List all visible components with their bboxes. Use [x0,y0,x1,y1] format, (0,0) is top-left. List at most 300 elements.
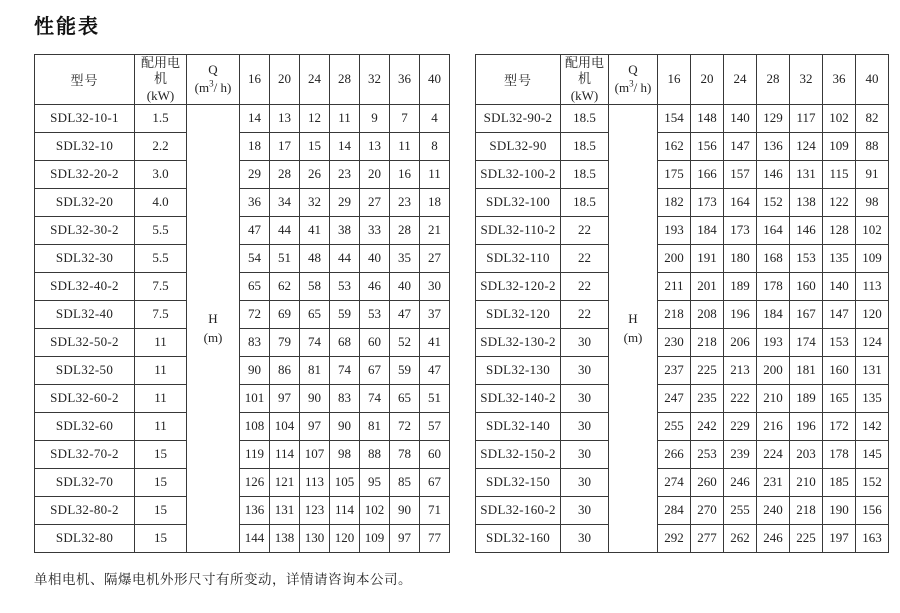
head-value-cell: 210 [790,468,823,496]
head-value-cell: 120 [330,524,360,552]
head-value-cell: 20 [360,160,390,188]
head-value-cell: 148 [691,104,724,132]
head-value-cell: 206 [724,328,757,356]
head-value-cell: 16 [390,160,420,188]
motor-kw-cell: 18.5 [561,104,609,132]
head-value-cell: 255 [658,412,691,440]
head-value-cell: 284 [658,496,691,524]
model-cell: SDL32-110 [476,244,561,272]
model-cell: SDL32-150 [476,468,561,496]
head-value-cell: 131 [270,496,300,524]
col-header-flow-16: 16 [658,55,691,105]
head-value-cell: 184 [757,300,790,328]
head-value-cell: 146 [757,160,790,188]
col-header-flow-36: 36 [390,55,420,105]
footer-note: 单相电机、隔爆电机外形尺寸有所变动，详情请咨询本公司。 [34,571,412,587]
head-value-cell: 62 [270,272,300,300]
col-header-motor: 配用电机 (kW) [135,55,187,105]
head-value-cell: 9 [360,104,390,132]
head-value-cell: 147 [724,132,757,160]
head-value-cell: 138 [270,524,300,552]
head-value-cell: 218 [691,328,724,356]
head-value-cell: 86 [270,356,300,384]
head-value-cell: 21 [420,216,450,244]
model-cell: SDL32-110-2 [476,216,561,244]
head-value-cell: 58 [300,272,330,300]
head-value-cell: 266 [658,440,691,468]
header-row [35,55,450,105]
head-value-cell: 90 [300,384,330,412]
head-value-cell: 168 [757,244,790,272]
head-value-cell: 270 [691,496,724,524]
head-value-cell: 67 [420,468,450,496]
table-row [476,216,889,244]
head-value-cell: 67 [360,356,390,384]
head-value-cell: 154 [658,104,691,132]
head-value-cell: 51 [420,384,450,412]
table-row [35,496,450,524]
head-value-cell: 146 [790,216,823,244]
table-row [35,272,450,300]
head-value-cell: 172 [823,412,856,440]
head-value-cell: 157 [724,160,757,188]
table-row [476,328,889,356]
head-value-cell: 182 [658,188,691,216]
head-value-cell: 181 [790,356,823,384]
head-value-cell: 15 [300,132,330,160]
head-value-cell: 231 [757,468,790,496]
head-value-cell: 230 [658,328,691,356]
table-row [35,244,450,272]
table-row [476,160,889,188]
head-value-cell: 240 [757,496,790,524]
head-value-cell: 98 [856,188,889,216]
head-value-cell: 178 [757,272,790,300]
table-row [476,440,889,468]
model-cell: SDL32-60 [35,412,135,440]
head-value-cell: 130 [300,524,330,552]
head-value-cell: 83 [240,328,270,356]
model-cell: SDL32-150-2 [476,440,561,468]
head-value-cell: 167 [790,300,823,328]
head-value-cell: 13 [270,104,300,132]
head-value-cell: 40 [390,272,420,300]
head-value-cell: 47 [420,356,450,384]
head-value-cell: 8 [420,132,450,160]
table-row [35,104,450,132]
head-value-cell: 117 [790,104,823,132]
head-value-cell: 44 [330,244,360,272]
head-value-cell: 277 [691,524,724,552]
col-header-flow-q: Q ($m^3/$ h) [187,55,240,105]
motor-kw-cell: 30 [561,440,609,468]
head-value-cell: 98 [330,440,360,468]
head-value-cell: 165 [823,384,856,412]
head-value-cell: 102 [823,104,856,132]
head-value-cell: 88 [360,440,390,468]
head-value-cell: 113 [300,468,330,496]
motor-kw-cell: 11 [135,384,187,412]
model-cell: SDL32-40-2 [35,272,135,300]
head-value-cell: 72 [240,300,270,328]
head-value-cell: 51 [270,244,300,272]
table-row [35,440,450,468]
head-value-cell: 23 [390,188,420,216]
head-value-cell: 29 [330,188,360,216]
head-value-cell: 32 [300,188,330,216]
page-title: 性能表 [34,16,100,38]
head-value-cell: 74 [300,328,330,356]
performance-tables [34,54,900,553]
head-value-cell: 260 [691,468,724,496]
motor-kw-cell: 5.5 [135,244,187,272]
head-value-cell: 13 [360,132,390,160]
head-value-cell: 175 [658,160,691,188]
model-cell: SDL32-30-2 [35,216,135,244]
head-value-cell: 180 [724,244,757,272]
head-value-cell: 193 [757,328,790,356]
table-row [476,188,889,216]
head-value-cell: 247 [658,384,691,412]
head-value-cell: 59 [330,300,360,328]
head-value-cell: 23 [330,160,360,188]
head-value-cell: 274 [658,468,691,496]
motor-kw-cell: 30 [561,468,609,496]
table-row [35,328,450,356]
head-value-cell: 115 [823,160,856,188]
col-header-motor: 配用电机 (kW) [561,55,609,105]
head-value-cell: 48 [300,244,330,272]
head-value-cell: 174 [790,328,823,356]
model-cell: SDL32-130-2 [476,328,561,356]
motor-kw-cell: 7.5 [135,300,187,328]
model-cell: SDL32-120-2 [476,272,561,300]
head-value-cell: 90 [330,412,360,440]
head-value-cell: 196 [790,412,823,440]
head-value-cell: 40 [360,244,390,272]
head-value-cell: 193 [658,216,691,244]
motor-kw-cell: 1.5 [135,104,187,132]
head-value-cell: 197 [823,524,856,552]
motor-kw-cell: 2.2 [135,132,187,160]
head-value-cell: 11 [420,160,450,188]
head-value-cell: 29 [240,160,270,188]
head-value-cell: 88 [856,132,889,160]
motor-kw-cell: 11 [135,328,187,356]
motor-kw-cell: 7.5 [135,272,187,300]
motor-kw-cell: 30 [561,496,609,524]
table-row [476,244,889,272]
col-header-flow-24: 24 [724,55,757,105]
head-value-cell: 152 [856,468,889,496]
model-cell: SDL32-70 [35,468,135,496]
head-value-cell: 218 [790,496,823,524]
head-value-cell: 60 [360,328,390,356]
model-cell: SDL32-100-2 [476,160,561,188]
head-value-cell: 239 [724,440,757,468]
head-value-cell: 47 [240,216,270,244]
head-value-cell: 160 [790,272,823,300]
head-value-cell: 255 [724,496,757,524]
motor-kw-cell: 30 [561,412,609,440]
head-value-cell: 153 [790,244,823,272]
head-value-cell: 200 [757,356,790,384]
motor-kw-cell: 22 [561,216,609,244]
model-cell: SDL32-160-2 [476,496,561,524]
motor-kw-cell: 11 [135,356,187,384]
head-value-cell: 225 [691,356,724,384]
head-value-cell: 37 [420,300,450,328]
head-unit-cell: H (m) [609,104,658,552]
head-value-cell: 211 [658,272,691,300]
motor-kw-cell: 22 [561,244,609,272]
head-value-cell: 147 [823,300,856,328]
motor-kw-cell: 22 [561,272,609,300]
head-value-cell: 105 [330,468,360,496]
head-value-cell: 41 [300,216,330,244]
head-value-cell: 36 [240,188,270,216]
head-value-cell: 124 [856,328,889,356]
head-value-cell: 136 [240,496,270,524]
model-cell: SDL32-10-1 [35,104,135,132]
head-value-cell: 216 [757,412,790,440]
head-value-cell: 128 [823,216,856,244]
table-row [35,356,450,384]
head-value-cell: 184 [691,216,724,244]
head-value-cell: 162 [658,132,691,160]
model-cell: SDL32-140-2 [476,384,561,412]
head-value-cell: 126 [240,468,270,496]
head-value-cell: 114 [330,496,360,524]
head-value-cell: 124 [790,132,823,160]
motor-kw-cell: 4.0 [135,188,187,216]
head-value-cell: 35 [390,244,420,272]
head-value-cell: 253 [691,440,724,468]
model-cell: SDL32-80-2 [35,496,135,524]
col-header-flow-20: 20 [691,55,724,105]
head-value-cell: 123 [300,496,330,524]
head-value-cell: 144 [240,524,270,552]
head-value-cell: 201 [691,272,724,300]
head-value-cell: 102 [360,496,390,524]
head-value-cell: 164 [757,216,790,244]
head-value-cell: 53 [330,272,360,300]
head-value-cell: 185 [823,468,856,496]
head-value-cell: 203 [790,440,823,468]
head-value-cell: 65 [390,384,420,412]
model-cell: SDL32-90 [476,132,561,160]
head-value-cell: 142 [856,412,889,440]
col-header-flow-32: 32 [790,55,823,105]
model-cell: SDL32-20 [35,188,135,216]
head-value-cell: 156 [691,132,724,160]
head-value-cell: 38 [330,216,360,244]
table-row [35,300,450,328]
head-value-cell: 145 [856,440,889,468]
head-value-cell: 34 [270,188,300,216]
head-value-cell: 242 [691,412,724,440]
head-value-cell: 190 [823,496,856,524]
head-value-cell: 208 [691,300,724,328]
table-row [476,412,889,440]
model-cell: SDL32-30 [35,244,135,272]
head-value-cell: 113 [856,272,889,300]
head-value-cell: 57 [420,412,450,440]
col-header-flow-28: 28 [330,55,360,105]
head-value-cell: 41 [420,328,450,356]
head-value-cell: 95 [360,468,390,496]
table-row [476,104,889,132]
head-value-cell: 153 [823,328,856,356]
col-header-flow-32: 32 [360,55,390,105]
head-value-cell: 200 [658,244,691,272]
col-header-flow-40: 40 [420,55,450,105]
motor-kw-cell: 22 [561,300,609,328]
head-value-cell: 178 [823,440,856,468]
table-row [35,160,450,188]
head-value-cell: 135 [823,244,856,272]
head-value-cell: 26 [300,160,330,188]
head-value-cell: 81 [360,412,390,440]
head-value-cell: 292 [658,524,691,552]
motor-kw-cell: 15 [135,524,187,552]
head-value-cell: 33 [360,216,390,244]
head-value-cell: 246 [724,468,757,496]
head-value-cell: 27 [360,188,390,216]
motor-kw-cell: 30 [561,524,609,552]
head-value-cell: 156 [856,496,889,524]
motor-kw-cell: 18.5 [561,188,609,216]
motor-kw-cell: 30 [561,328,609,356]
table-row [35,216,450,244]
table-row [476,272,889,300]
col-header-flow-40: 40 [856,55,889,105]
head-value-cell: 18 [420,188,450,216]
head-value-cell: 109 [856,244,889,272]
head-value-cell: 17 [270,132,300,160]
model-cell: SDL32-10 [35,132,135,160]
head-value-cell: 44 [270,216,300,244]
head-value-cell: 235 [691,384,724,412]
head-value-cell: 102 [856,216,889,244]
head-value-cell: 114 [270,440,300,468]
head-value-cell: 160 [823,356,856,384]
table-row [476,300,889,328]
head-value-cell: 122 [823,188,856,216]
head-value-cell: 229 [724,412,757,440]
motor-kw-cell: 15 [135,468,187,496]
head-value-cell: 52 [390,328,420,356]
head-value-cell: 97 [390,524,420,552]
head-value-cell: 129 [757,104,790,132]
table-row [476,384,889,412]
head-value-cell: 138 [790,188,823,216]
head-value-cell: 109 [360,524,390,552]
col-header-model: 型号 [35,55,135,105]
header-row [476,55,889,105]
head-value-cell: 12 [300,104,330,132]
head-value-cell: 85 [390,468,420,496]
head-value-cell: 79 [270,328,300,356]
performance-table-left [34,54,450,553]
head-value-cell: 196 [724,300,757,328]
head-value-cell: 69 [270,300,300,328]
table-row [476,496,889,524]
head-value-cell: 191 [691,244,724,272]
col-header-flow-28: 28 [757,55,790,105]
head-value-cell: 224 [757,440,790,468]
head-value-cell: 11 [390,132,420,160]
table-row [476,468,889,496]
motor-kw-cell: 3.0 [135,160,187,188]
table-row [35,524,450,552]
head-value-cell: 225 [790,524,823,552]
table-row [476,132,889,160]
head-value-cell: 218 [658,300,691,328]
head-value-cell: 136 [757,132,790,160]
head-value-cell: 4 [420,104,450,132]
head-value-cell: 107 [300,440,330,468]
head-value-cell: 120 [856,300,889,328]
head-value-cell: 140 [823,272,856,300]
model-cell: SDL32-60-2 [35,384,135,412]
col-header-flow-24: 24 [300,55,330,105]
head-value-cell: 131 [790,160,823,188]
model-cell: SDL32-40 [35,300,135,328]
head-value-cell: 14 [240,104,270,132]
head-value-cell: 28 [270,160,300,188]
head-value-cell: 11 [330,104,360,132]
head-value-cell: 140 [724,104,757,132]
head-value-cell: 246 [757,524,790,552]
head-value-cell: 91 [856,160,889,188]
col-header-model: 型号 [476,55,561,105]
head-value-cell: 28 [390,216,420,244]
model-cell: SDL32-100 [476,188,561,216]
motor-kw-cell: 30 [561,356,609,384]
performance-table-right [475,54,889,553]
model-cell: SDL32-50 [35,356,135,384]
table-row [476,524,889,552]
col-header-flow-20: 20 [270,55,300,105]
head-value-cell: 173 [691,188,724,216]
head-value-cell: 135 [856,384,889,412]
head-value-cell: 210 [757,384,790,412]
model-cell: SDL32-130 [476,356,561,384]
head-value-cell: 30 [420,272,450,300]
col-header-flow-q: Q ($m^3/$ h) [609,55,658,105]
head-value-cell: 237 [658,356,691,384]
motor-kw-cell: 30 [561,384,609,412]
head-value-cell: 77 [420,524,450,552]
model-cell: SDL32-80 [35,524,135,552]
head-value-cell: 82 [856,104,889,132]
head-value-cell: 83 [330,384,360,412]
head-value-cell: 97 [270,384,300,412]
model-cell: SDL32-20-2 [35,160,135,188]
motor-kw-cell: 15 [135,440,187,468]
head-value-cell: 65 [300,300,330,328]
head-value-cell: 59 [390,356,420,384]
table-row [476,356,889,384]
table-row [35,132,450,160]
col-header-flow-16: 16 [240,55,270,105]
head-value-cell: 90 [390,496,420,524]
head-value-cell: 173 [724,216,757,244]
table-row [35,412,450,440]
head-value-cell: 108 [240,412,270,440]
head-value-cell: 90 [240,356,270,384]
